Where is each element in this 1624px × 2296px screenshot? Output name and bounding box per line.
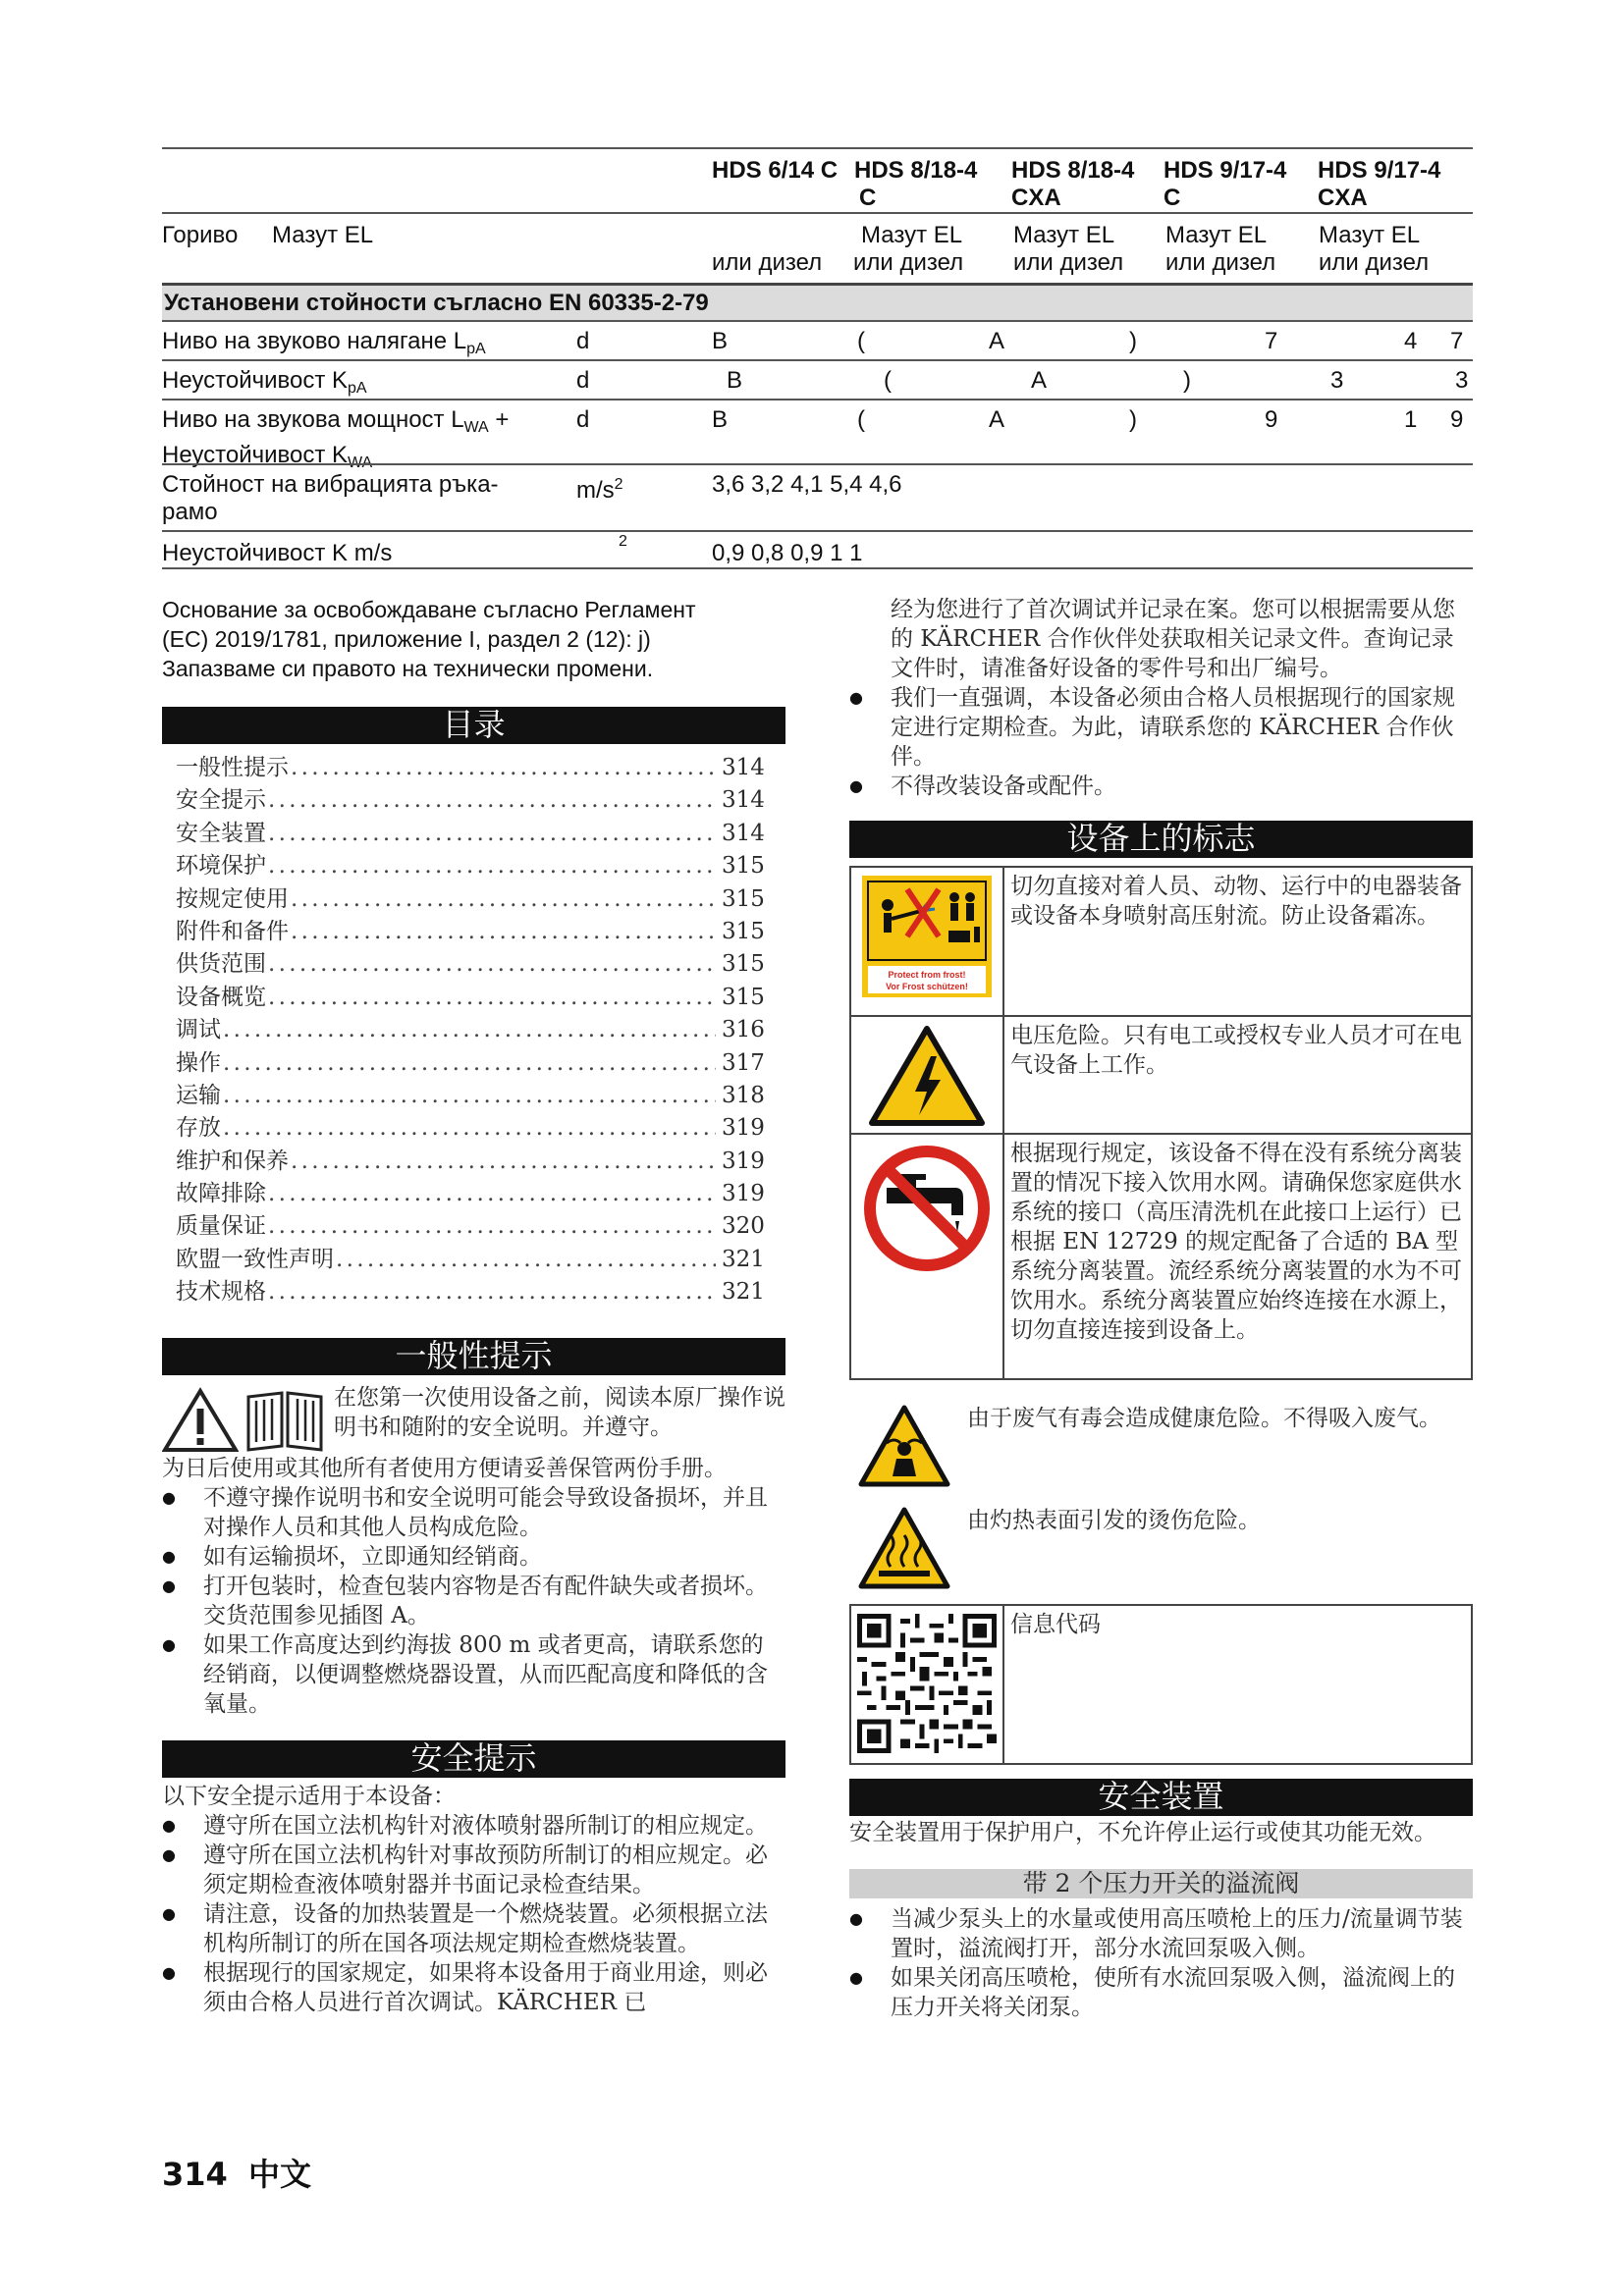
toc-item-page: 317 xyxy=(722,1049,765,1076)
toc-dots xyxy=(268,1277,716,1307)
symbol-cell xyxy=(851,1135,1004,1378)
toc-dots xyxy=(336,1245,716,1274)
read-manual-icons xyxy=(162,1383,334,1454)
table-cell: 3 xyxy=(1455,367,1469,394)
toc-item-page: 318 xyxy=(722,1082,765,1108)
symbol-row-spray xyxy=(851,868,1471,1015)
toc-item-title: 存放 xyxy=(176,1115,221,1142)
symbol-text: 由于废气有毒会造成健康危险。不得吸入废气。 xyxy=(967,1406,1441,1431)
table-cell: 9 xyxy=(1450,406,1464,433)
symbols-title: 设备上的标志 xyxy=(849,821,1473,858)
spec-section-title: Установени стойности съгласно EN 60335-2-79 xyxy=(164,290,709,316)
symbol-cell xyxy=(849,1506,967,1600)
read-manual-block xyxy=(162,1383,785,1454)
toc-item-title: 安全装置 xyxy=(176,820,266,846)
toc-item[interactable] xyxy=(162,1277,785,1309)
table-cell: ( xyxy=(857,406,865,433)
left-column xyxy=(162,707,785,2017)
toc-item-page: 314 xyxy=(722,755,765,780)
toc-item-title: 按规定使用 xyxy=(176,885,289,912)
warning-triangle-icon xyxy=(162,1387,239,1454)
toc-dots xyxy=(291,917,716,946)
toc-item[interactable] xyxy=(162,1113,785,1146)
spec-row-vibration xyxy=(162,463,1473,530)
fuel-value-5: Мазут EL или дизел xyxy=(1319,222,1430,276)
no-spray-frost-icon xyxy=(862,876,992,997)
toc-item[interactable] xyxy=(162,819,785,851)
toc-dots xyxy=(268,983,716,1012)
toc-item-title: 附件和备件 xyxy=(176,918,289,944)
toc-item-title: 调试 xyxy=(176,1017,221,1043)
uncertainty-k-label: Неустойчивост K m/s xyxy=(162,540,393,566)
safety-bullets xyxy=(162,1811,785,2017)
toc-dots xyxy=(223,1048,716,1078)
frost-label-2: Vor Frost schützen! xyxy=(886,982,968,991)
table-cell: 1 xyxy=(1404,406,1418,433)
table-cell: 7 xyxy=(1265,328,1278,354)
toc-item-page: 315 xyxy=(722,853,765,880)
safety-continued: 经为您进行了首次调试并记录在案。您可以根据需要从您的 KÄRCHER 合作伙伴处获取相关记录文件。查询记录文件时，请准备好设备的零件号和出厂编号。 xyxy=(891,597,1455,681)
sound-pressure-label: Ниво на звуково налягане $L_{pA}$ xyxy=(162,328,486,357)
table-cell: ) xyxy=(1129,328,1137,354)
toc-item[interactable] xyxy=(162,1147,785,1179)
toc-item-page: 315 xyxy=(722,918,765,944)
table-cell: ( xyxy=(884,367,892,394)
list-item: ● 如果关闭高压喷枪，使所有水流回泵吸入侧，溢流阀上的压力开关将关闭泵。 xyxy=(849,1963,1473,2022)
list-item: ● 遵守所在国立法机构针对事故预防所制订的相应规定。必须定期检查液体喷射器并书面记录检查结果。 xyxy=(162,1841,785,1899)
toc-item-page: 319 xyxy=(722,1115,765,1142)
model-2: HDS 8/18-4 C xyxy=(854,157,978,211)
fuel-first-value: Мазут EL xyxy=(272,222,374,248)
fuel-first-extra: или дизел xyxy=(712,249,823,276)
fuel-label: Гориво xyxy=(162,222,239,248)
symbol-row-voltage xyxy=(851,1015,1471,1133)
qr-code-icon xyxy=(857,1612,997,1755)
fuel-row xyxy=(162,212,1473,283)
table-cell: 7 xyxy=(1450,328,1464,354)
uncertainty-k-sup: 2 xyxy=(619,533,627,550)
toc-dots xyxy=(268,1179,716,1208)
toc-item-title: 质量保证 xyxy=(176,1213,266,1240)
toc-item-title: 环境保护 xyxy=(176,853,266,880)
list-item: ● 不遵守操作说明书和安全说明可能会导致设备损坏，并且对操作人员和其他人员构成危险。 xyxy=(162,1483,785,1542)
toc-dots xyxy=(223,1081,716,1110)
toc-item[interactable] xyxy=(162,851,785,883)
toc-item[interactable] xyxy=(162,949,785,982)
toc-item-page: 314 xyxy=(722,787,765,814)
table-cell: B xyxy=(712,406,729,433)
uncertainty-pa-label: Неустойчивост $K_{pA}$ xyxy=(162,367,367,397)
toc-item-page: 315 xyxy=(722,885,765,912)
table-cell: A xyxy=(989,328,1005,354)
spec-row-uncertainty-k xyxy=(162,530,1473,569)
toc-dots xyxy=(291,753,716,782)
qr-table xyxy=(849,1604,1473,1765)
model-4: HDS 9/17-4 C xyxy=(1164,157,1287,211)
keep-manual-text: 为日后使用或其他所有者使用方便请妥善保管两份手册。 xyxy=(162,1455,727,1481)
toc-item-page: 315 xyxy=(722,951,765,978)
table-cell: B xyxy=(712,328,729,354)
list-item: ● 如果工作高度达到约海拔 800 m 或者更高，请联系您的经销商，以便调整燃烧器设置，从而匹配高度和降低的含氧量。 xyxy=(162,1630,785,1719)
toc-title: 目录 xyxy=(162,707,785,744)
safety-devices-bullets xyxy=(849,1904,1473,2022)
symbol-text: 切勿直接对着人员、动物、运行中的电器装备或设备本身喷射高压射流。防止设备霜冻。 xyxy=(1010,874,1462,929)
toc-item[interactable] xyxy=(162,1179,785,1211)
toc-item-page: 320 xyxy=(722,1213,765,1240)
toc-item-page: 319 xyxy=(722,1148,765,1174)
table-cell: ) xyxy=(1129,406,1137,433)
model-3: HDS 8/18-4 CXA xyxy=(1011,157,1135,211)
list-item: ● 不得改装设备或配件。 xyxy=(849,772,1473,801)
toc-item-page: 321 xyxy=(722,1246,765,1272)
symbol-cell xyxy=(851,1017,1004,1133)
toc-dots xyxy=(268,949,716,979)
model-5: HDS 9/17-4 CXA xyxy=(1318,157,1441,211)
toc-item-title: 运输 xyxy=(176,1082,221,1108)
toxic-exhaust-icon xyxy=(857,1404,951,1488)
toc-item[interactable] xyxy=(162,1015,785,1047)
qr-row xyxy=(851,1606,1471,1763)
symbol-row-water xyxy=(851,1133,1471,1378)
symbol-cell xyxy=(851,1606,1004,1763)
toc-item-page: 319 xyxy=(722,1181,765,1207)
exhaust-warning xyxy=(849,1404,1473,1506)
sound-power-unit: d xyxy=(576,406,590,433)
toc-item[interactable] xyxy=(162,884,785,917)
fuel-value-3: Мазут EL или дизел xyxy=(1013,222,1124,276)
symbol-text: 电压危险。只有电工或授权专业人员才可在电气设备上工作。 xyxy=(1010,1023,1462,1078)
toc-item[interactable] xyxy=(162,1081,785,1113)
right-column xyxy=(849,595,1473,2022)
toc-item-title: 技术规格 xyxy=(176,1279,266,1306)
toc-dots xyxy=(291,1147,716,1176)
spec-row-uncertainty-pa xyxy=(162,359,1473,399)
manual-book-icon xyxy=(244,1387,325,1454)
table-cell: 9 xyxy=(1265,406,1278,433)
list-item: ● 当减少泵头上的水量或使用高压喷枪上的压力/流量调节装置时，溢流阀打开，部分水流回泵吸入侧。 xyxy=(849,1904,1473,1963)
no-drinking-water-connection-icon xyxy=(861,1143,993,1274)
table-cell: A xyxy=(1031,367,1048,394)
toc-item-title: 设备概览 xyxy=(176,984,266,1010)
safety-intro: 以下安全提示适用于本设备： xyxy=(162,1783,456,1809)
toc-item[interactable] xyxy=(162,753,785,785)
general-bullets xyxy=(162,1483,785,1719)
toc-item-title: 供货范围 xyxy=(176,951,266,978)
fuel-value-4: Мазут EL или дизел xyxy=(1165,222,1276,276)
list-item: ● 遵守所在国立法机构针对液体喷射器所制订的相应规定。 xyxy=(162,1811,785,1841)
table-cell: 3 xyxy=(1330,367,1344,394)
table-cell: ) xyxy=(1183,367,1191,394)
list-item: ● 打开包装时，检查包装内容物是否有配件缺失或者损坏。交货范围参见插图 A。 xyxy=(162,1572,785,1630)
sound-power-label: Ниво на звукова мощност $L_{WA}$ + Неустойчивост $K_{WA}$ xyxy=(162,406,510,471)
toc-item-title: 操作 xyxy=(176,1049,221,1076)
regulation-note xyxy=(162,595,790,683)
sound-pressure-unit: d xyxy=(576,328,590,354)
qr-text: 信息代码 xyxy=(1010,1612,1101,1637)
list-item: ● 我们一直强调，本设备必须由合格人员根据现行的国家规定进行定期检查。为此，请联系您的 KÄRCHER 合作伙伴。 xyxy=(849,683,1473,772)
toc-dots xyxy=(268,785,716,815)
general-title: 一般性提示 xyxy=(162,1338,785,1375)
high-voltage-warning-icon xyxy=(868,1025,986,1127)
frost-label-1: Protect from frost! xyxy=(888,970,966,980)
spec-header-row xyxy=(162,147,1473,212)
toc-item[interactable] xyxy=(162,1048,785,1081)
spec-row-sound-power xyxy=(162,399,1473,471)
list-item: ● 根据现行的国家规定，如果将本设备用于商业用途，则必须由合格人员进行首次调试。KÄRCHER 已 xyxy=(162,1958,785,2017)
regulation-line-2: (EC) 2019/1781, приложение I, раздел 2 (12): j) xyxy=(162,626,651,652)
safety-devices-intro: 安全装置用于保护用户，不允许停止运行或使其功能无效。 xyxy=(849,1820,1436,1845)
spec-table xyxy=(162,147,1473,569)
toc-item-title: 欧盟一致性声明 xyxy=(176,1246,334,1272)
toc-dots xyxy=(291,884,716,914)
toc-dots xyxy=(268,1211,716,1241)
table-cell: 4 xyxy=(1404,328,1418,354)
toc-item[interactable] xyxy=(162,1211,785,1244)
vibration-values: 3,6 3,2 4,1 5,4 4,6 xyxy=(712,471,902,498)
toc-item[interactable] xyxy=(162,917,785,949)
toc-item-page: 314 xyxy=(722,820,765,846)
list-item: ● 请注意，设备的加热装置是一个燃烧装置。必须根据立法机构所制订的所在国各项法规定期检查燃烧装置。 xyxy=(162,1899,785,1958)
page-language: 中文 xyxy=(247,2156,311,2193)
toc-item-title: 故障排除 xyxy=(176,1181,266,1207)
table-cell: B xyxy=(727,367,743,394)
page-footer xyxy=(162,2150,311,2195)
toc-item-title: 一般性提示 xyxy=(176,755,289,780)
symbol-text: 由灼热表面引发的烫伤危险。 xyxy=(967,1508,1261,1533)
toc-item-title: 维护和保养 xyxy=(176,1148,289,1174)
toc-dots xyxy=(223,1113,716,1143)
spec-row-sound-pressure xyxy=(162,320,1473,359)
table-cell: ( xyxy=(857,328,865,354)
toc-item-page: 315 xyxy=(722,984,765,1010)
regulation-line-3: Запазваме си правото на технически промени. xyxy=(162,656,654,681)
model-1: HDS 6/14 C xyxy=(712,157,839,184)
toc-item-page: 316 xyxy=(722,1017,765,1043)
toc-list xyxy=(162,753,785,1310)
hot-surface-warning xyxy=(849,1506,1473,1600)
vibration-unit: $m/s^2$ xyxy=(576,476,623,504)
fuel-value-2: Мазут EL или дизел xyxy=(853,222,964,276)
toc-dots xyxy=(268,851,716,881)
symbol-cell xyxy=(849,1404,967,1506)
spec-section-title-row xyxy=(162,283,1473,320)
toc-dots xyxy=(268,819,716,848)
page-number: 314 xyxy=(162,2156,228,2193)
table-cell: A xyxy=(989,406,1005,433)
toc-item-title: 安全提示 xyxy=(176,787,266,814)
regulation-line-1: Основание за освобождаване съгласно Регламент xyxy=(162,597,696,622)
toc-item[interactable] xyxy=(162,983,785,1015)
symbol-cell xyxy=(851,868,1004,1015)
symbol-text: 根据现行规定，该设备不得在没有系统分离装置的情况下接入饮用水网。请确保您家庭供水系统的接口（高压清洗机在此接口上运行）已根据 EN 12729 的规定配备了合适的 BA 型系统分离装置。流经系统分离装置的水为不可饮用水。系统分离装置应始终连接在水源上，切勿直接连接到设备上。 xyxy=(1010,1141,1462,1343)
toc-item[interactable] xyxy=(162,1245,785,1277)
overflow-valve-subtitle: 带 2 个压力开关的溢流阀 xyxy=(849,1869,1473,1898)
uncertainty-pa-unit: d xyxy=(576,367,590,394)
safety-title: 安全提示 xyxy=(162,1740,785,1778)
uncertainty-k-values: 0,9 0,8 0,9 1 1 xyxy=(712,540,863,566)
safety-devices-title: 安全装置 xyxy=(849,1779,1473,1816)
safety-bullets-2 xyxy=(849,683,1473,801)
symbols-table xyxy=(849,866,1473,1380)
list-item: ● 如有运输损坏，立即通知经销商。 xyxy=(162,1542,785,1572)
hot-surface-icon xyxy=(857,1506,951,1590)
read-first-text: 在您第一次使用设备之前，阅读本原厂操作说明书和随附的安全说明。并遵守。 xyxy=(334,1384,785,1440)
toc-item-page: 321 xyxy=(722,1279,765,1306)
vibration-label: Стойност на вибрацията ръка- рамо xyxy=(162,471,499,525)
toc-item[interactable] xyxy=(162,785,785,818)
toc-dots xyxy=(223,1015,716,1044)
